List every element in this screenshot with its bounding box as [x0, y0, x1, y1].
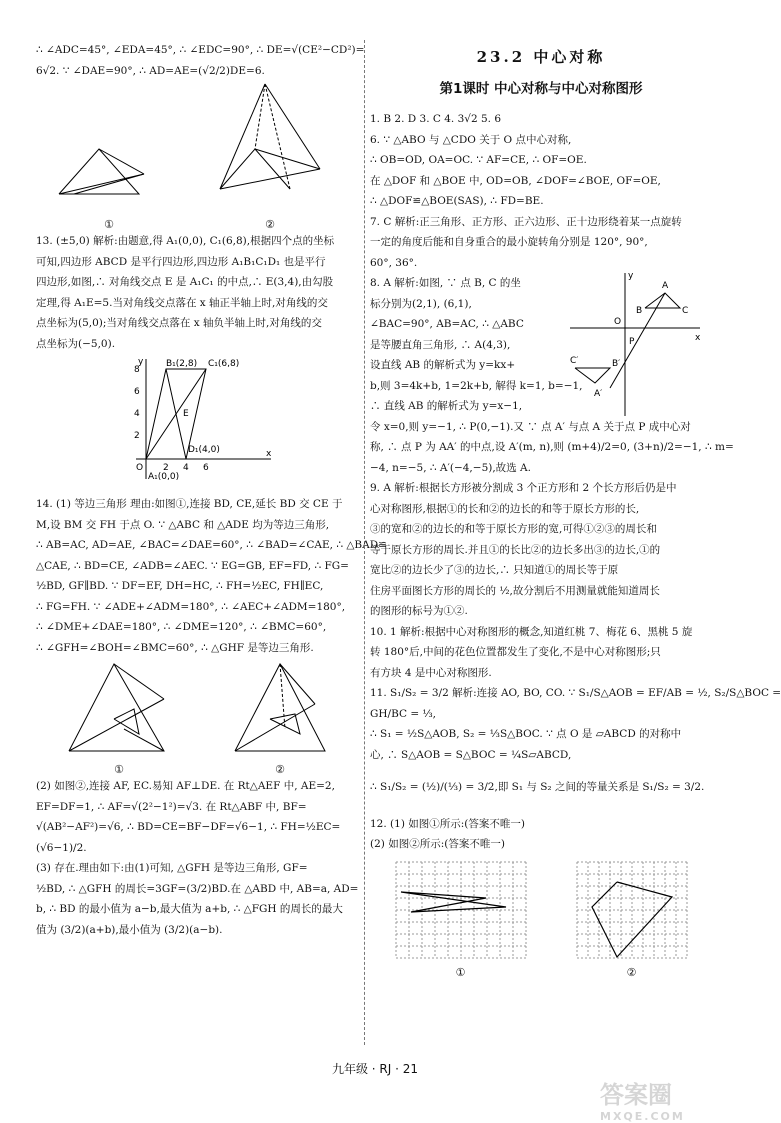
q11-line: 11. S₁/S₂ = 3/2 解析:连接 AO, BO, CO. ∵ S₁/S△AOB = EF/AB = ½, S₂/S△BOC =: [370, 687, 781, 699]
q11-line: ∴ S₁/S₂ = (½)/(⅓) = 3/2,即 S₁ 与 S₂ 之间的等量关系是 S₁/S₂ = 3/2.: [370, 781, 705, 793]
q9-line: 9. A 解析:根据长方形被分割成 3 个正方形和 2 个长方形后仍是中: [370, 482, 677, 494]
q8-line: b,则 3=4k+b, 1=2k+b, 解得 k=1, b=−1,: [370, 379, 583, 392]
q11-line: 心, ∴ S△AOB = S△BOC = ¼S▱ABCD,: [370, 748, 572, 761]
figure-q12-prev: [36, 81, 358, 231]
q12-line: (2) 如图②所示:(答案不唯一): [370, 838, 505, 850]
right-column: [370, 40, 781, 979]
label-origin: O: [136, 463, 144, 473]
q8-line: 称, ∴ 点 P 为 AA′ 的中点,设 A′(m, n),则 (m+4)/2=0, (3+n)/2=−1, ∴ m=: [370, 441, 734, 453]
label-d1: D₁(4,0): [188, 445, 220, 455]
label-o: O: [614, 317, 622, 327]
tick-x-2: 2: [163, 463, 169, 473]
q8-line: 设直线 AB 的解析式为 y=kx+: [370, 359, 516, 371]
figure-caption: ②: [275, 763, 285, 776]
q14b-line: ½BD, ∴ △GFH 的周长=3GF=(3/2)BD.在 △ABD 中, AB=a, AD=: [36, 882, 359, 895]
q7-line: 一定的角度后能和自身重合的最小旋转角分别是 120°, 90°,: [370, 236, 648, 248]
q6-line: ∴ △DOF≌△BOE(SAS), ∴ FD=BE.: [370, 195, 544, 207]
q11-line: GH/BC = ⅓,: [370, 707, 437, 720]
tick-x-6: 6: [203, 463, 209, 473]
q14b-line: 值为 (3/2)(a+b),最小值为 (3/2)(a−b).: [36, 923, 223, 936]
grid-figure-1: [396, 862, 526, 962]
q14-line: ∴ ∠DME+∠DAE=180°, ∴ ∠DME=120°, ∴ ∠BMC=60°,: [36, 621, 327, 633]
q13-line: 四边形,如图,∴ 对角线交点 E 是 A₁C₁ 的中点,∴ E(3,4),由勾股: [36, 276, 334, 288]
label-c-prime: C′: [570, 356, 579, 366]
watermark-logo: [600, 1075, 740, 1123]
q9-line: 宽比②的边长少了③的边长,∴ 只知道①的周长等于原: [370, 564, 619, 576]
q13-coordinate-figure: [36, 354, 358, 494]
figure-caption: ②: [265, 218, 275, 231]
label-y-axis: y: [138, 357, 144, 367]
label-e: E: [183, 409, 189, 419]
q14-figure-1: [59, 659, 179, 776]
figure-1: [54, 134, 164, 231]
triangle-figure-1: [54, 134, 164, 214]
watermark-title: 答案圈: [600, 1081, 672, 1109]
label-a-prime: A′: [594, 389, 603, 399]
label-a1: A₁(0,0): [148, 472, 180, 482]
q14b-line: EF=DF=1, ∴ AF=√(2²−1²)=√3. 在 Rt△ABF 中, BF=: [36, 800, 307, 813]
pyramid-figure-2: [200, 74, 340, 214]
label-y-axis: y: [628, 271, 634, 281]
q12-line: 12. (1) 如图①所示:(答案不唯一): [370, 817, 525, 830]
label-x-axis: x: [266, 449, 272, 459]
figure-caption: ①: [114, 763, 124, 776]
q8-line: ∴ 直线 AB 的解析式为 y=x−1,: [370, 400, 523, 412]
q13-line: 13. (±5,0) 解析:由题意,得 A₁(0,0), C₁(6,8),根据四个点的坐标: [36, 235, 335, 247]
q14-line: ∴ AB=AC, AD=AE, ∠BAC=∠DAE=60°, ∴ ∠BAD=∠CAE, ∴ △BAD≌: [36, 539, 387, 551]
label-x-axis: x: [695, 333, 701, 343]
q9-line: 住房平面图长方形的周长的 ½,故分割后不用测量就能知道周长: [370, 584, 660, 597]
tick-y-8: 8: [134, 365, 140, 375]
q14b-line: √(AB²−AF²)=√6, ∴ BD=CE=BF−DF=√6−1, ∴ FH=½EC=: [36, 821, 341, 833]
q14-line: △CAE, ∴ BD=CE, ∠ADB=∠AEC. ∵ EG=GB, EF=FD, ∴ FG=: [36, 559, 349, 572]
q8-block: [370, 273, 712, 417]
q8-line: ∠BAC=90°, AB=AC, ∴ △ABC: [370, 318, 524, 330]
watermark-url: MXQE.COM: [600, 1110, 685, 1123]
q9-line: 的图形的标号为①②.: [370, 605, 468, 617]
text-line: 6√2. ∵ ∠DAE=90°, ∴ AD=AE=(√2/2)DE=6.: [36, 64, 265, 77]
equilateral-figure-2: [225, 659, 335, 759]
tick-y-2: 2: [134, 431, 140, 441]
q10-line: 转 180°后,中间的花色位置都发生了变化,不是中心对称图形;只: [370, 646, 661, 658]
section-title: 23.2 中心对称: [476, 48, 606, 66]
q9-line: 等于原长方形的周长.并且①的长比②的边长多出③的边长,①的: [370, 543, 661, 556]
label-b: B: [636, 306, 643, 316]
figure-caption: ①: [104, 218, 114, 231]
q14-line: ½BD, GF∥BD. ∵ DF=EF, DH=HC, ∴ FH=½EC, FH∥EC,: [36, 580, 324, 592]
q9-line: ③的宽和②的边长的和等于原长方形的宽,可得①②③的周长和: [370, 523, 657, 535]
figure-caption: ②: [626, 965, 637, 979]
q13-line: 点坐标为(5,0);当对角线交点落在 x 轴负半轴上时,对角线的交: [36, 317, 322, 329]
page-footer: 九年级 · RJ · 21: [331, 1062, 419, 1076]
q6-line: 在 △DOF 和 △BOE 中, OD=OB, ∠DOF=∠BOE, OF=OE,: [370, 174, 661, 187]
q8-line: 令 x=0,则 y=−1, ∴ P(0,−1).又 ∵ 点 A′ 与点 A 关于点 P 成中心对: [370, 420, 691, 433]
lesson-title: 第1课时 中心对称与中心对称图形: [439, 81, 643, 97]
q12-figures: [370, 859, 712, 979]
tick-x-4: 4: [183, 463, 189, 473]
label-b1: B₁(2,8): [166, 359, 198, 369]
q8-line: 标分别为(2,1), (6,1),: [370, 297, 472, 310]
equilateral-figure-1: [59, 659, 179, 759]
q14b-line: (2) 如图②,连接 AF, EC.易知 AF⊥DE. 在 Rt△AEF 中, AE=2,: [36, 780, 335, 792]
text-line: ∴ ∠ADC=45°, ∠EDA=45°, ∴ ∠EDC=90°, ∴ DE=√(CE²−CD²)=: [36, 44, 365, 56]
q8-line: 是等腰直角三角形, ∴ A(4,3),: [370, 338, 511, 351]
label-p: P: [629, 337, 635, 347]
q12-figure-2: [577, 862, 687, 979]
q13-line: 可知,四边形 ABCD 是平行四边形,四边形 A₁B₁C₁D₁ 也是平行: [36, 255, 326, 268]
q8-coordinate-figure: [570, 268, 705, 418]
tick-y-6: 6: [134, 387, 140, 397]
label-a: A: [662, 281, 669, 291]
tick-y-4: 4: [134, 409, 140, 419]
label-c: C: [682, 306, 689, 316]
q14-figures: [36, 658, 358, 776]
q13-line: 定理,得 A₁E=5.当对角线交点落在 x 轴正半轴上时,对角线的交: [36, 296, 328, 309]
q14b-line: (√6−1)/2.: [36, 841, 87, 854]
q8-line: 8. A 解析:如图, ∵ 点 B, C 的坐: [370, 277, 521, 289]
q14-line: M,设 BM 交 FH 于点 O. ∵ △ABC 和 △ADE 均为等边三角形,: [36, 518, 330, 531]
figure-2: [200, 74, 340, 231]
q14b-line: (3) 存在.理由如下:由(1)可知, △GFH 是等边三角形, GF=: [36, 862, 308, 874]
q14-line: ∴ FG=FH. ∵ ∠ADE+∠ADM=180°, ∴ ∠AEC+∠ADM=180°,: [36, 600, 346, 613]
q6-line: ∴ OB=OD, OA=OC. ∵ AF=CE, ∴ OF=OE.: [370, 154, 587, 166]
q14-line: 14. (1) 等边三角形 理由:如图①,连接 BD, CE,延长 BD 交 CE 于: [36, 498, 343, 510]
figure-caption: ①: [455, 965, 466, 979]
q11-line: ∴ S₁ = ½S△AOB, S₂ = ⅓S△BOC. ∵ 点 O 是 ▱ABCD 的对称中: [370, 728, 682, 740]
q10-line: 10. 1 解析:根据中心对称图形的概念,知道红桃 7、梅花 6、黑桃 5 旋: [370, 625, 693, 638]
parallelogram-graph: [126, 354, 276, 489]
q14-figure-2: [225, 659, 335, 776]
q10-line: 有方块 4 是中心对称图形.: [370, 666, 492, 679]
answers-1-5: 1. B 2. D 3. C 4. 3√2 5. 6: [370, 113, 502, 125]
label-b-prime: B′: [612, 359, 621, 369]
grid-figure-2: [577, 862, 687, 962]
left-column: [36, 40, 387, 940]
q12-figure-1: [396, 862, 526, 979]
q8-line: −4, n=−5, ∴ A′(−4,−5),故选 A.: [370, 461, 531, 474]
q14-line: ∴ ∠GFH=∠BOH=∠BMC=60°, ∴ △GHF 是等边三角形.: [36, 641, 314, 654]
q7-line: 7. C 解析:正三角形、正方形、正六边形、正十边形绕着某一点旋转: [370, 215, 682, 228]
q7-line: 60°, 36°.: [370, 256, 418, 269]
q14b-line: b, ∴ BD 的最小值为 a−b,最大值为 a+b, ∴ △FGH 的周长的最大: [36, 903, 343, 915]
q13-line: 点坐标为(−5,0).: [36, 337, 116, 350]
q6-line: 6. ∵ △ABO 与 △CDO 关于 O 点中心对称,: [370, 133, 572, 146]
label-c1: C₁(6,8): [208, 359, 240, 369]
q9-line: 心对称图形,根据①的长和②的边长的和等于原长方形的长,: [370, 502, 640, 515]
